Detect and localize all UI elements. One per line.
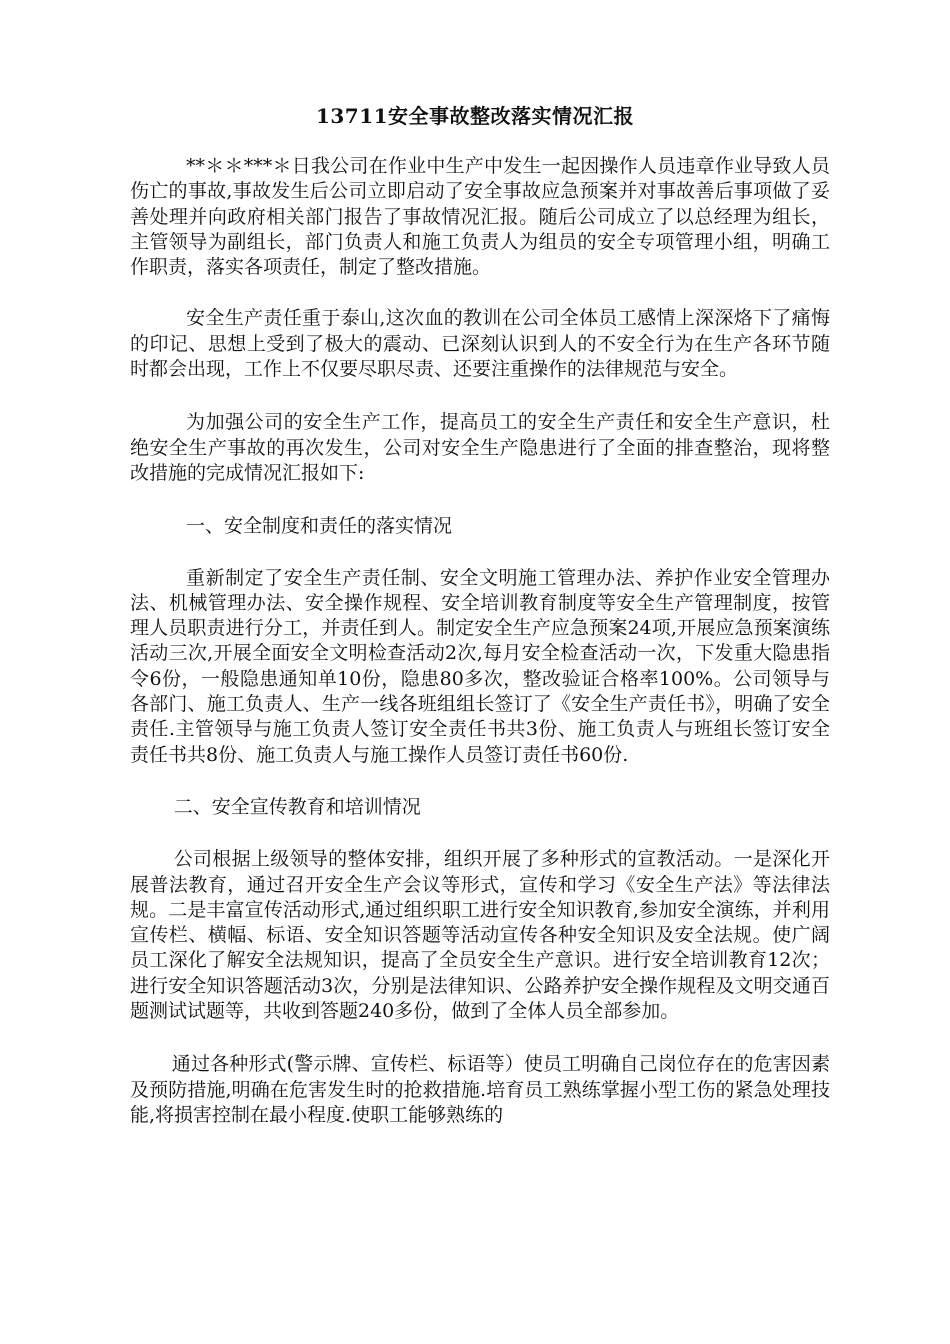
document-body bbox=[130, 154, 830, 1128]
paragraph-rectification-intro: 为加强公司的安全生产工作，提高员工的安全生产责任和安全生产意识，杜绝安全生产事故的再次发生，公司对安全生产隐患进行了全面的排查整治，现将整改措施的完成情况汇报如下: bbox=[130, 411, 830, 484]
paragraph-section-2-continued: 通过各种形式(警示牌、宣传栏、标语等）使员工明确自己岗位存在的危害因素及预防措施,明确在危害发生时的抢救措施.培育员工熟练掌握小型工伤的紧急处理技能,将损害控制在最小程度.使职工能够熟练的 bbox=[130, 1053, 830, 1126]
paragraph-safety-responsibility: 安全生产责任重于泰山,这次血的教训在公司全体员工感情上深深烙下了痛悔的印记、思想上受到了极大的震动、已深刻认识到人的不安全行为在生产各环节随时都会出现，工作上不仅要尽职尽责、还要注重操作的法律规范与安全。 bbox=[130, 307, 830, 381]
section-heading-1: 一、安全制度和责任的落实情况 bbox=[186, 515, 453, 538]
paragraph-accident-summary: **＊＊***＊日我公司在作业中生产中发生一起因操作人员违章作业导致人员伤亡的事故,事故发生后公司立即启动了安全事故应急预案并对事故善后事项做了妥善处理并向政府相关部门报告了事故情况汇报。随后公司成立了以总经理为组长，主管领导为副组长，部门负责人和施工负责人为组员的安全专项管理小组，明确工作职责，落实各项责任，制定了整改措施。 bbox=[130, 155, 830, 279]
paragraph-section-2: 公司根据上级领导的整体安排，组织开展了多种形式的宣教活动。一是深化开展普法教育，通过召开安全生产会议等形式，宣传和学习《安全生产法》等法律法规。二是丰富宣传活动形式,通过组织职工进行安全知识教育,参加安全演练，并利用宣传栏、横幅、标语、安全知识答题等活动宣传各种安全知识及安全法规。使广阔员工深化了解安全法规知识，提高了全员安全生产意识。进行安全培训教育12次；进行安全知识答题活动3次，分别是法律知识、公路养护安全操作规程及文明交通百题测试试题等，共收到答题240多份，做到了全体人员全部参加。 bbox=[130, 848, 830, 1023]
document-title: 13711安全事故整改落实情况汇报 bbox=[315, 104, 635, 128]
paragraph-section-1: 重新制定了安全生产责任制、安全文明施工管理办法、养护作业安全管理办法、机械管理办法、安全操作规程、安全培训教育制度等安全生产管理制度，按管理人员职责进行分工，并责任到人。制定安全生产应急预案24项,开展应急预案演练活动三次,开展全面安全文明检查活动2次,每月安全检查活动一次，下发重大隐患指令6份，一般隐患通知单10份，隐患80多次，整改验证合格率100%。公司领导与各部门、施工负责人、生产一线各班组组长签订了《安全生产责任书》，明确了安全责任.主管领导与施工负责人签订安全责任书共3份、施工负责人与班组长签订安全责任书共8份、施工负责人与施工操作人员签订责任书60份. bbox=[130, 566, 830, 766]
section-heading-2: 二、安全宣传教育和培训情况 bbox=[173, 795, 421, 818]
